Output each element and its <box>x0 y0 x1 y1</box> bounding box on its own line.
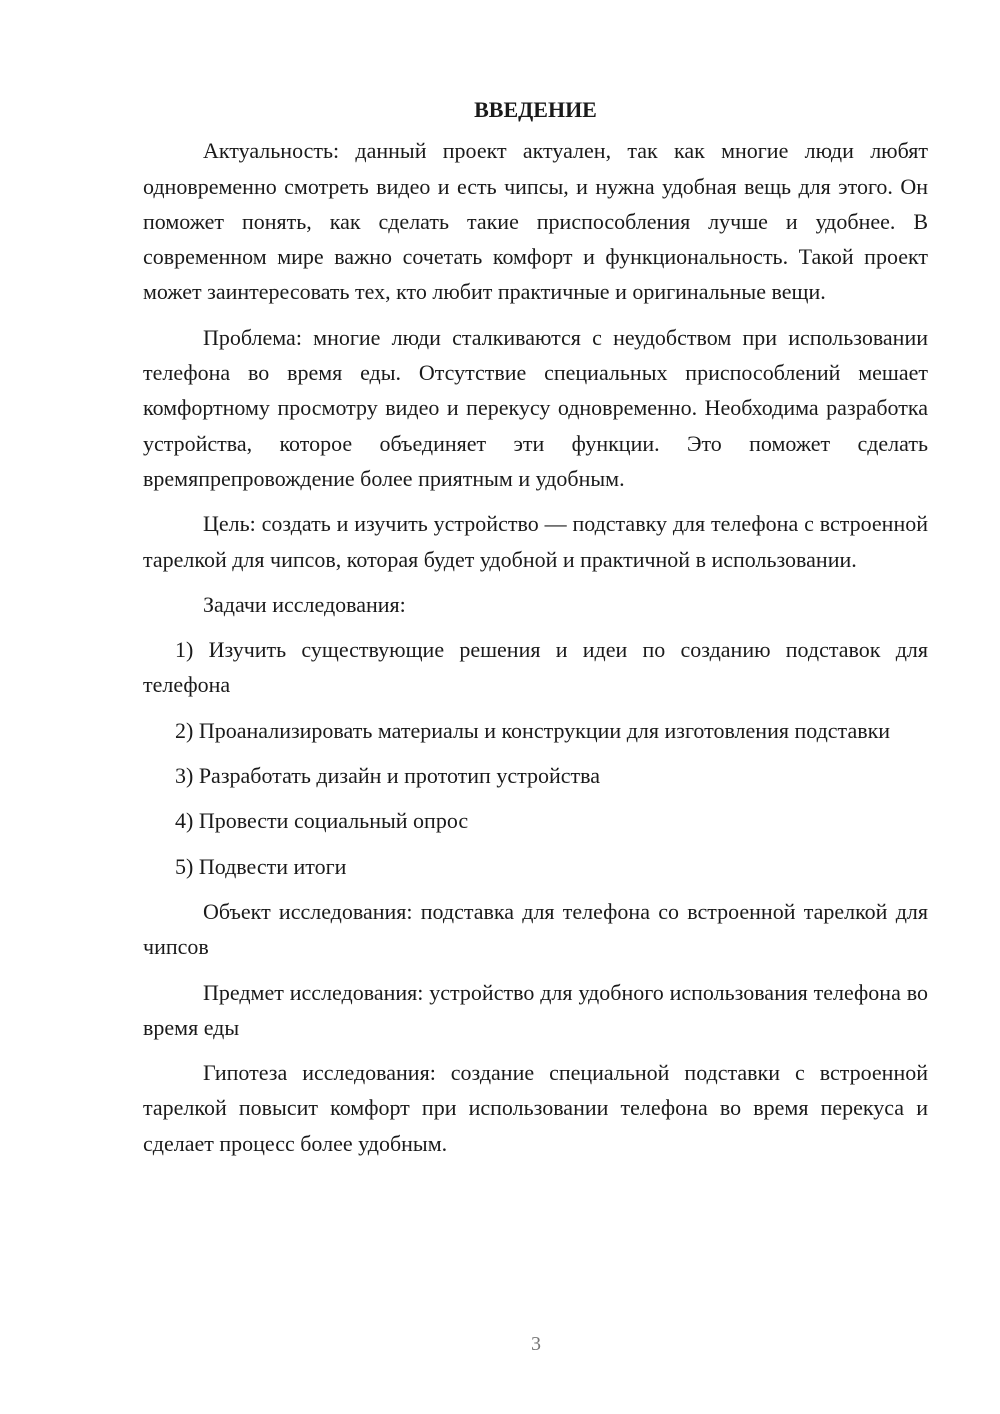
paragraph-relevance: Актуальность: данный проект актуален, так как многие люди любят одновременно смотреть видео и есть чипсы, и нужна удобная вещь для этого. Он поможет понять, как сделать такие приспособления лучше и удобнее. В современном мире важно сочетать комфорт и функциональность. Такой проект может заинтересовать тех, кто любит практичные и оригинальные вещи. <box>143 138 928 305</box>
paragraph-hypothesis: Гипотеза исследования: создание специальной подставки с встроенной тарелкой повысит комфорт при использовании телефона во время перекуса и сделает процесс более удобным. <box>143 1060 928 1156</box>
document-page <box>143 92 928 1171</box>
tasks-header: Задачи исследования: <box>203 591 406 617</box>
paragraph-goal: Цель: создать и изучить устройство — подставку для телефона с встроенной тарелкой для чипсов, которая будет удобной и практичной в использовании. <box>143 511 928 572</box>
task-item-2: 2) Проанализировать материалы и конструкции для изготовления подставки <box>175 717 891 743</box>
page-number: 3 <box>531 1333 541 1355</box>
task-item-4: 4) Провести социальный опрос <box>175 808 469 834</box>
paragraph-object: Объект исследования: подставка для телефона со встроенной тарелкой для чипсов <box>143 898 928 960</box>
task-item-3: 3) Разработать дизайн и прототип устройства <box>175 763 600 789</box>
task-item-1: 1) Изучить существующие решения и идеи по созданию подставок для телефона <box>143 637 928 698</box>
paragraph-problem: Проблема: многие люди сталкиваются с неудобством при использовании телефона во время еды. Отсутствие специальных приспособлений мешает комфортному просмотру видео и перекусу одновременно. Необходима разработка устройства, которое объединяет эти функции. Это поможет сделать времяпрепровождение более приятным и удобным. <box>143 324 928 491</box>
section-title: ВВЕДЕНИЕ <box>474 97 597 122</box>
paragraph-subject: Предмет исследования: устройство для удобного использования телефона во время еды <box>143 979 928 1040</box>
task-item-5: 5) Подвести итоги <box>175 853 347 879</box>
